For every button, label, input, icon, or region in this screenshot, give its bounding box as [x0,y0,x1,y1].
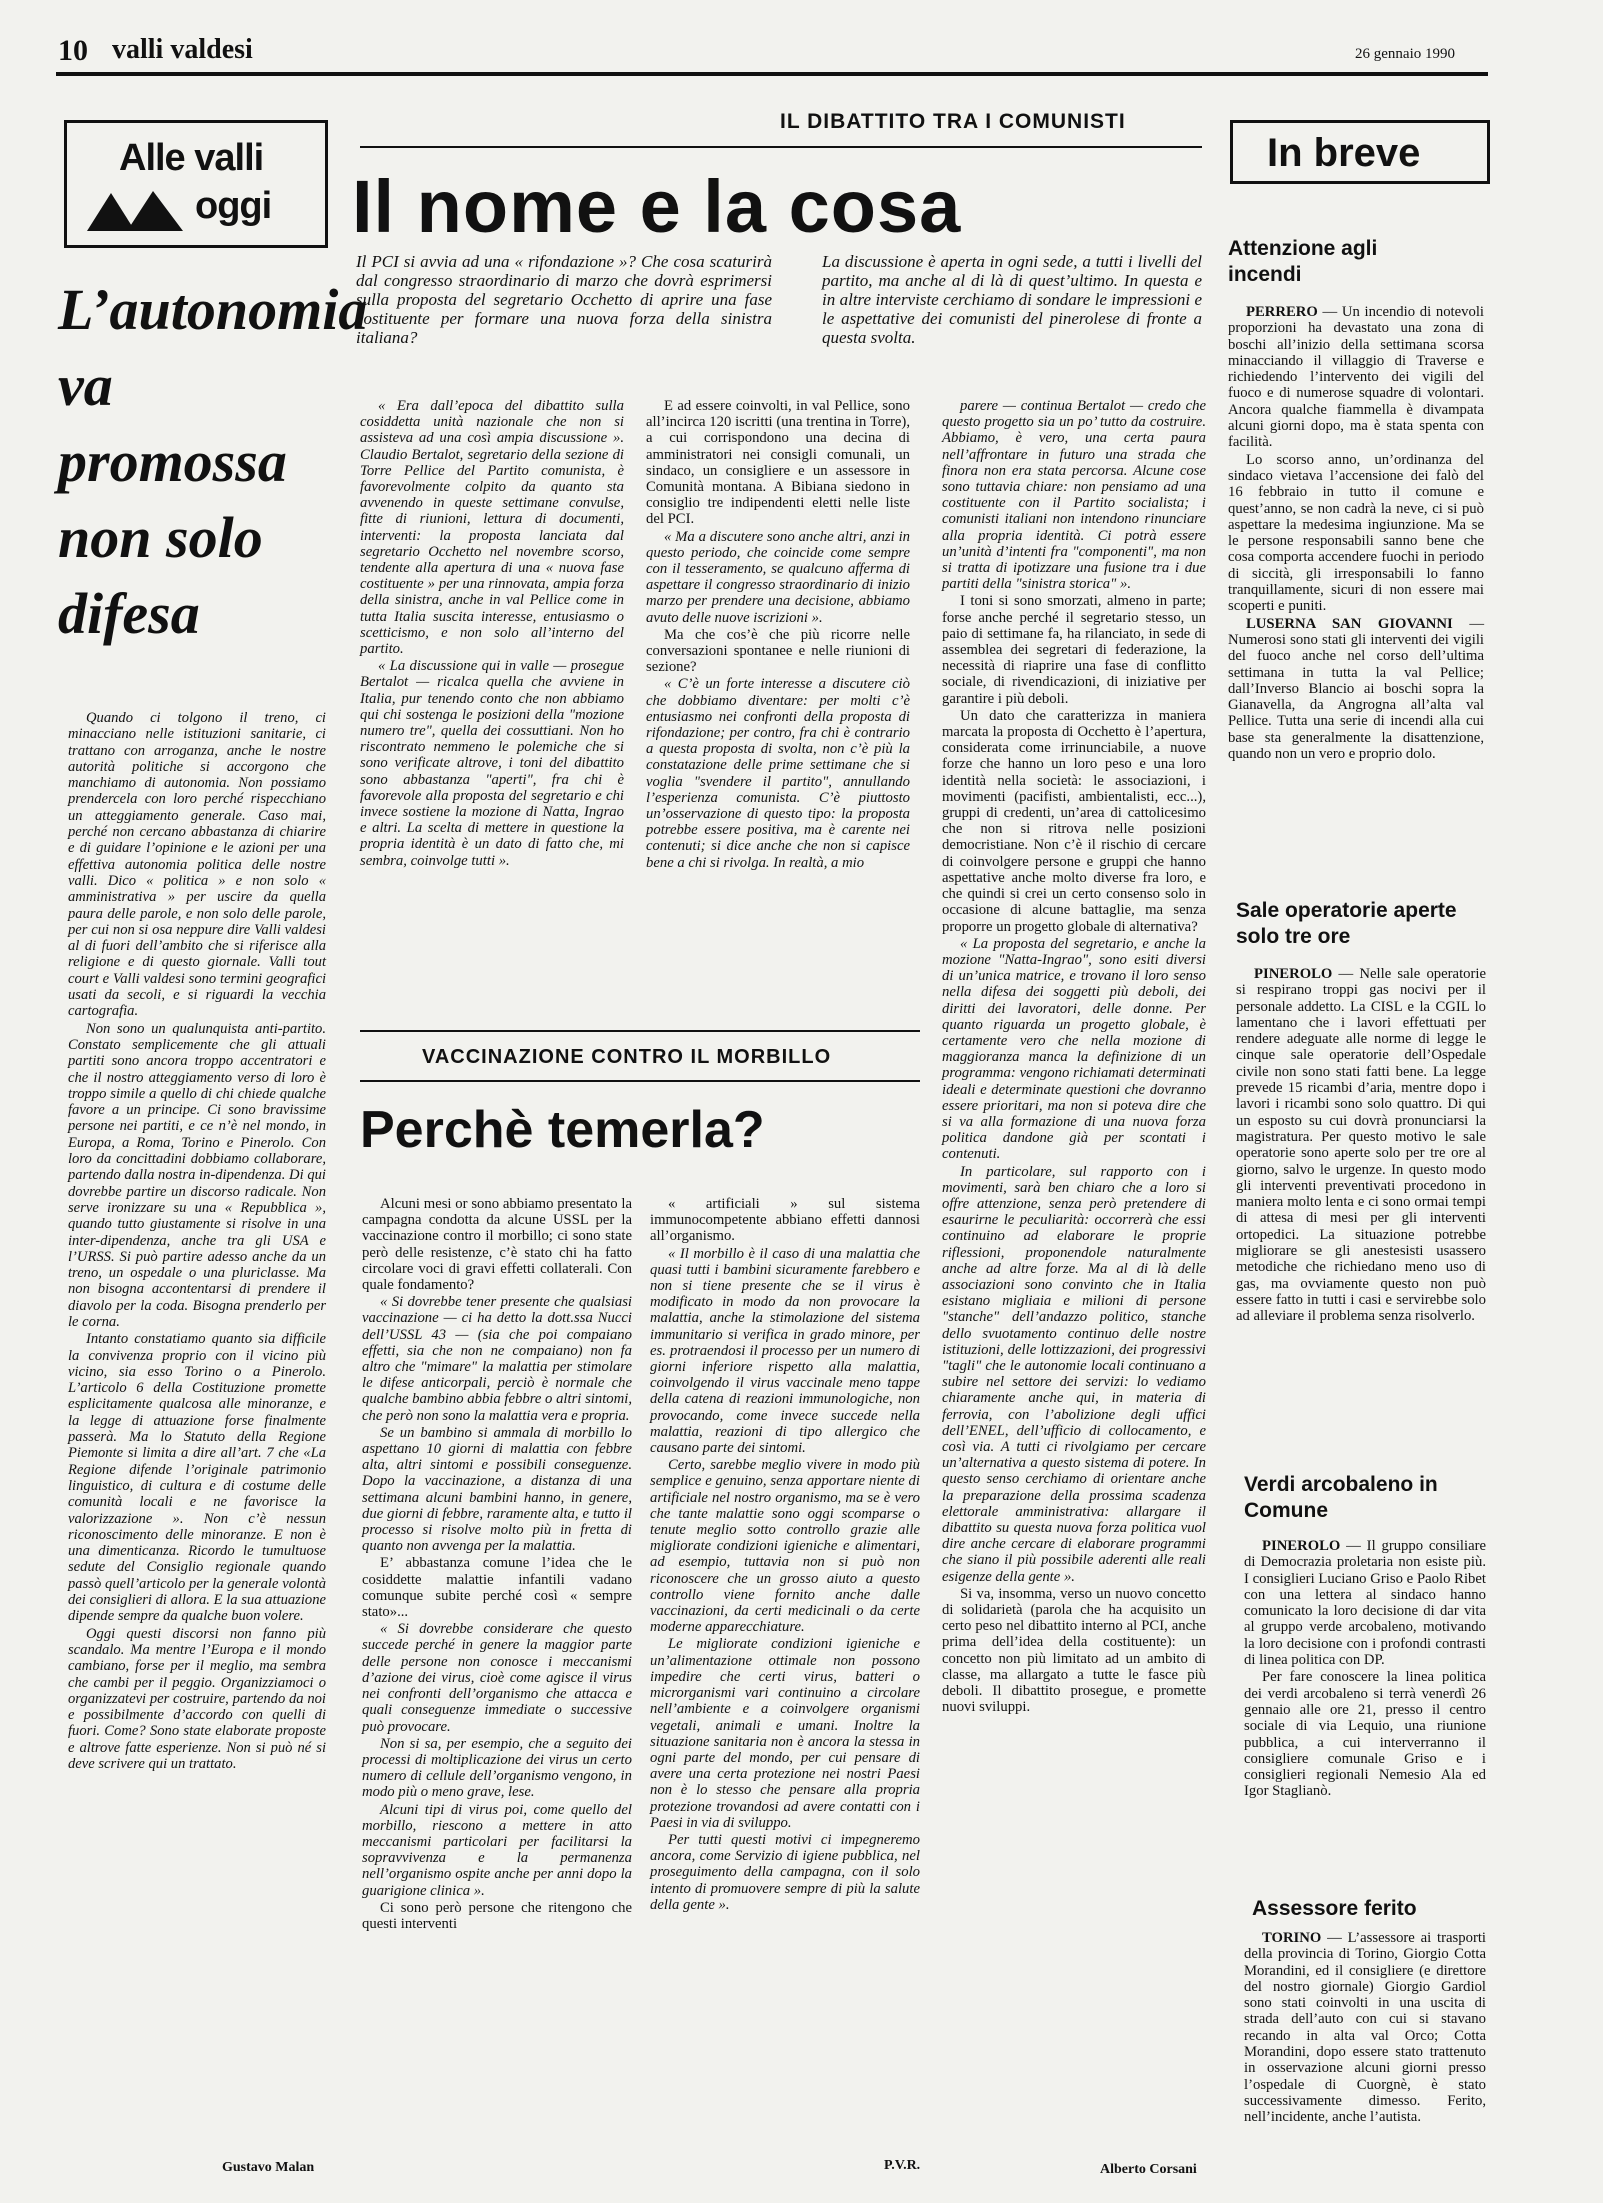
vacc-paragraph: « Il morbillo è il caso di una malattia che quasi tutti i bambini sicuramente farebbero e non si tiene presente che se il virus è modificato in modo da non provocare la malattia, anche la stimolazione del sistema immunitario si verifica in grado minore, per es. protraendosi il processo per un numero di giorni inferiore rispetto alla malattia, coinvolgendo il virus vaccinale meno tappe della catena di reazioni immunologiche, non provocando, come invece succede nella malattia, reazioni di tipo allergico che causano parte dei sintomi. [650,1245,920,1457]
main-paragraph: E ad essere coinvolti, in val Pellice, sono all’incirca 120 iscritti (una trentina in Torre), a cui corrispondono una decina di amministratori nei consigli comunali, un sindaco, un consigliere e un assessore in Comunità montana. A Bibiana siedono in consiglio tre indipendenti eletti nelle liste del PCI. [646,398,910,528]
breve-text: — Numerosi sono stati gli interventi dei vigili del fuoco anche nel corso dell’ultima settimana in tutta la val Pellice; dall’Inverso Blancio ai boschi sopra la Gianavella, da Angrogna all’alta val Pellice. Tutta una serie di incendi alla cui base sta generalmente la disattenzione, quando non un vero e proprio dolo. [1228,615,1484,763]
main-col1 [360,398,624,870]
vacc-signature: P.V.R. [884,2158,921,2173]
main-kicker: IL DIBATTITO TRA I COMUNISTI [780,110,1126,133]
breve-dateline: PINEROLO [1254,966,1333,982]
breve-text: — Nelle sale operatorie si respirano troppi gas nocivi per il personale addetto. La CISL e la CGIL lo lamentano che i lavori effettuati per rendere adeguate alle norme di legge le cinque sale operatorie dell’Ospedale civile non sono stati fatti bene. La legge prevede 15 ricambi d’aria, mentre dopo i lavori i ricambi sono solo quattro. Di qui un esposto su cui dovrà pronunciarsi la magistratura. Per questo motivo le sale operatorie sono aperte solo per tre ore al giorno, salvo le urgenze. In questo modo gli interventi preventivati procedono in maniera molto lenta e ci sono ormai tempi di attesa di mesi per gli interventi ortopedici. La situazione potrebbe migliorare se gli anestesisti usassero metodiche che richiedano meno uso di gas, ma ovviamente questo non può essere fatto in tutti i casi e servirebbe solo ad alleviare il problema senza risolverlo. [1236,966,1486,1325]
vacc-paragraph: Certo, sarebbe meglio vivere in modo più semplice e genuino, senza apportare niente di artificiale nel nostro organismo, ma se è vero che tante malattie sono oggi scomparse o tenute meglio sotto controllo grazie alle migliorate condizioni igieniche e alimentari, ad esempio, tuttavia non si può non riconoscere che un grosso aiuto a questo controllo viene fornito anche dalle vaccinazioni, da certi medicinali o da certe moderne apparecchiature. [650,1457,920,1636]
in-breve-title: In breve [1267,131,1421,175]
main-headline: Il nome e la cosa [352,165,962,248]
vacc-paragraph: « Si dovrebbe tener presente che qualsiasi vaccinazione — ci ha detto la dott.ssa Nucci dell’USSL 43 — (sia che poi compaiano effetti, sia che non ne compaiano) non fa altro che "mimare" la malattia per stimolare le difese anticorpali, perciò è normale che qualche bambino abbia febbre o altri sintomi, che però non sono la malattia vera e propria. [362,1294,632,1424]
box-title-line2: oggi [195,185,272,227]
paper-name: valli valdesi [112,34,253,65]
left-signature: Gustavo Malan [222,2160,315,2175]
main-paragraph: Ma che cos’è che più ricorre nelle conversazioni spontanee e nelle riunioni di sezione? [646,626,910,676]
in-breve-box [1230,120,1490,184]
vacc-col2 [650,1196,920,1914]
breve-dateline: TORINO [1262,1930,1322,1946]
vacc-paragraph: « artificiali » sul sistema immunocompetente abbiano effetti dannosi all’organismo. [650,1196,920,1245]
vacc-headline: Perchè temerla? [360,1101,765,1159]
breve-item-verdi [1244,1538,1486,1801]
left-paragraph: Non sono un qualunquista anti-partito. Constato semplicemente che gli attuali partiti sono ancora troppo accentratori e che il nostro atteggiamento verso di loro è troppo simile a quello di chi chiede qualche favore a un principe. Ci sono bravissime persone nei partiti, e ce n’è nel mondo, in Europa, a Roma, Torino e Pinerolo. Con loro da concittadini dobbiamo collaborare, partendo dalla nostra in-dipendenza. Di qui dovrebbe partire un discorso radicale. Non serve ironizzare su una « Repubblica », quando tutto giustamente si risolve in una inter-dipendenza, anche tra gli USA e l’URSS. Si può partire adesso anche da un treno, un ospedale o una pluriclasse. Ma non bisogna accontentarsi di prendere il diavolo per la coda. Bisogna prenderlo per le corna. [68,1020,326,1330]
breve-item-assessore [1244,1930,1486,2127]
main-paragraph: « Ma a discutere sono anche altri, anzi in questo periodo, che coincide come sempre con il tesseramento, se qualcuno afferma di aspettare il congresso straordinario di inizio marzo per prendere una decisione, abbiamo avuto delle nuove iscrizioni ». [646,528,910,626]
breve-title: Assessore ferito [1252,1897,1417,1920]
left-paragraph: Quando ci tolgono il treno, ci minacciano nelle istituzioni sanitarie, ci trattano con arroganza, anche le nostre autorità politiche si accorgono che manchiamo di autonomia. Non possiamo prendercela con loro perché rispecchiano un atteggiamento generale. Caso mai, perché non cercano abbastanza di chiarire e di guidare l’opinione e le azioni per una effettiva autonomia politica delle nostre valli. Dico « politica » e non solo « amministrativa » per uscire da quella paura delle parole, e non solo delle parole, per cui non si osa neppure dire Valli valdesi al di fuori dell’ambito che si riferisce alla religione e di questo giornale. Valli tout court e Valli valdesi sono termini geografici usati da secoli, e si riguardi la vecchia cartografia. [68,710,326,1020]
breve-text: — L’assessore ai trasporti della provincia di Torino, Giorgio Cotta Morandini, ed il consigliere (e direttore del nostro giornale) Giorgio Gardiol sono stati coinvolti in una uscita di strada dell’auto con cui si stavano recando in alta val Orco; Cotta Morandini, dopo essere stato trattenuto in osservazione alcuni giorni presso l’ospedale di Cuorgnè, è stato successivamente dimesso. Ferito, nell’incidente, anche l’autista. [1244,1930,1487,2126]
breve-text: — Un incendio di notevoli proporzioni ha devastato una zona di boschi all’inizio della settimana scorsa minacciando il villaggio di Traverse e richiedendo l’intervento dei vigili del fuoco e di numerose squadre di volontari. Ancora qualche fiammella è divampata alcuni giorni dopo, ma è stata spenta con facilità. [1228,304,1484,451]
breve-title: Sale operatorie aperte solo tre ore [1236,899,1457,948]
breve-text: Per fare conoscere la linea politica dei verdi arcobaleno si terrà venerdì 26 gennaio alle ore 21, presso il centro sociale di via Lequio, una riunione pubblica, a cui interverranno il consigliere comunale Griso e i consiglieri regionali Nemesio Ala ed Igor Staglianò. [1244,1669,1486,1800]
breve-title: Attenzione agli incendi [1228,237,1378,286]
vacc-paragraph: Non si sa, per esempio, che a seguito dei processi di moltiplicazione dei virus un certo numero di cellule dell’organismo vengono, in modo più o meno grave, lese. [362,1735,632,1801]
vacc-top-rule [360,1030,920,1032]
vacc-kicker: VACCINAZIONE CONTRO IL MORBILLO [422,1046,832,1068]
breve-item-incendi [1228,304,1484,763]
main-paragraph: parere — continua Bertalot — credo che questo progetto sia un po’ tutto da costruire. Abbiamo, è vero, una certa paura nell’affrontare in futuro una strada che finora non era stata percorsa. Alcune cose sono tuttavia chiare: non pensiamo ad una costituente con il Partito socialista; i comunisti italiani non intendono rinunciare alla propria identità. Ci potrà essere un’unità d’intenti fra "componenti", ma non si tratta di ipotizzare una fusione tra i due partiti della "sinistra storica" ». [942,398,1206,593]
breve-dateline: LUSERNA SAN GIOVANNI [1246,615,1453,632]
main-paragraph: I toni si sono smorzati, almeno in parte; forse anche perché il segretario stesso, un paio di settimane fa, ha rilanciato, in sede di assemblea dei segretari di federazione, la necessità di riaprire una fase di conflitto sociale, di rivendicazioni, di iniziative per garantire i più deboli. [942,593,1206,707]
main-paragraph: « La proposta del segretario, e anche la mozione "Natta-Ingrao", sono esiti diversi di un’unica matrice, e trovano il loro senso nella difesa dei soggetti più deboli, dei diritti dei lavoratori, delle donne. Per quanto riguarda un progetto globale, è certamente vero che nella mozione di maggioranza manca la definizione di un programma: vengono richiamati determinati ideali e determinate questioni che dovranno essere prioritari, ma non si poteva dire che si va alla formazione di una nuova forza politica dandone già per scontati i contenuti. [942,935,1206,1163]
vacc-paragraph: Alcuni mesi or sono abbiamo presentato la campagna condotta da alcune USSL per la vaccinazione contro il morbillo; ci sono state però delle resistenze, c’è stato chi ha fatto circolare voci di gravi effetti collaterali. Con quale fondamento? [362,1196,632,1294]
main-col2 [646,398,910,872]
breve-title: Verdi arcobaleno in Comune [1244,1473,1438,1522]
page-number: 10 [58,34,88,67]
main-paragraph: Si va, insomma, verso un nuovo concetto di solidarietà (parola che ha acquisito un certo peso nel dibattito interno al PCI, anche prima dell’idea della costituente): un concetto non più limitato ad un ambito di classe, ma allargato a tutte le fasce più deboli. Il dibattito prosegue, e promette nuovi sviluppi. [942,1585,1206,1716]
vacc-paragraph: Alcuni tipi di virus poi, come quello del morbillo, riescono a mettere in atto meccanismi particolari per facilitarsi la sopravvivenza e la permanenza nell’organismo ospite anche per anni dopo la guarigione clinica ». [362,1801,632,1899]
main-col3 [942,398,1206,1716]
mountains-icon [87,187,183,231]
vacc-paragraph: Ci sono però persone che ritengono che questi interventi [362,1899,632,1932]
breve-dateline: PINEROLO [1262,1538,1341,1554]
vacc-mid-rule [360,1080,920,1082]
breve-text: Lo scorso anno, un’ordinanza del sindaco vietava l’accensione dei falò del 16 febbraio in tutto il comune e quest’anno, se non cadrà la neve, ci si può aspettare la medesima ingiunzione. Ma se le persone responsabili sanno bene che cosa comporta accendere fuochi in periodo di siccità, gli irresponsabili lo fanno tranquillamente, sicuri di non essere mai scoperti e puniti. [1228,451,1484,615]
left-headline: L’autonomia va promossa non solo difesa [58,277,368,646]
main-paragraph: In particolare, sul rapporto con i movimenti, sarà ben chiaro che a loro si offre attenzione, senza però pretendere di esaurirne le peculiarità: occorrerà che essi continuino ad elaborare le proprie riflessioni, proponendole naturalmente anche ad altre forze. Ma al di là delle associazioni sono convinto che in Italia esistano migliaia e milioni di persone "stanche" dell’andazzo politico, stanche dello svuotamento continuo delle nostre istituzioni, delle lottizzazioni, dei progressivi "tagli" che le autonomie locali continuano a subire nel settore dei servizi: lo vediamo chiaramente anche qui, in materia di ferrovia, con l’abolizione degli uffici dell’ENEL, dell’ufficio di collocamento, e così via. A tutti ci rivolgiamo per cercare un’alternativa a questo sistema di potere. In questo senso cerchiamo di orientare anche la preparazione della prossima scadenza elettorale amministrativa: allargare il dibattito su questa nuova forza politica vuol dire anche cercare di elaborare programmi che siano il più possibile aderenti alle reali esigenze della gente ». [942,1163,1206,1585]
main-paragraph: « C’è un forte interesse a discutere ciò che dobbiamo diventare: per molti c’è entusiasmo nei confronti della proposta di rifondazione; per contro, fra chi è contrario a questa proposta di svolta, non c’è più la constatazione delle prime settimane che si voglia "svendere il partito", annullando l’esperienza comunista. C’è piuttosto un’osservazione di questo tipo: la proposta potrebbe essere positiva, ma è carente nei contenuti; si dice anche che non si capisce bene a chi si rivolga. In realtà, a mio [646,676,910,871]
intro-left: Il PCI si avvia ad una « rifondazione »? Che cosa scaturirà dal congresso straordinario di marzo che dovrà esprimersi sulla proposta del segretario Occhetto di aprire una fase costituente per formare una nuova forza della sinistra italiana? [356,252,772,347]
vacc-col1 [362,1196,632,1933]
main-paragraph: « La discussione qui in valle — prosegue Bertalot — ricalca quella che avviene in Italia, pur tenendo conto che non abbiamo qui chi sostenga le posizioni della "mozione numero tre", quella dei cossuttiani. Non ho riscontrato nemmeno le polemiche che si sono verificate altrove, i toni del dibattito sono abbastanza "aperti", fra chi è favorevole alla proposta del segretario e chi invece sostiene la mozione di Natta, Ingrao e altri. La scelta di mettere in questione la propria identità è un dato di fatto che, mi sembra, coinvolge tutti ». [360,658,624,869]
main-paragraph: « Era dall’epoca del dibattito sulla cosiddetta unità nazionale che non si assisteva ad una così ampia discussione ». Claudio Bertalot, segretario della sezione di Torre Pellice del Partito comunista, è favorevolmente colpito da quanto sta avvenendo in queste settimane convulse, fitte di riunioni, lettura di documenti, interventi: la proposta lanciata dal segretario Occhetto nel novembre scorso, tendente alla apertura di una « nuova fase costituente » per una rinnovata, ampia forza della sinistra, anche in val Pellice come in tutta Italia suscita interesse, entusiasmo o scetticismo, e non solo all’interno del partito. [360,398,624,658]
kicker-rule [360,146,1202,148]
left-article-body [68,710,326,1773]
vacc-paragraph: Per tutti questi motivi ci impegneremo ancora, come Servizio di igiene pubblica, nel proseguimento della campagna, con il solo intento di promuovere sempre di più la salute della gente ». [650,1831,920,1913]
box-title-line1: Alle valli [119,137,264,179]
breve-dateline: PERRERO [1246,304,1318,320]
left-paragraph: Oggi questi discorsi non fanno più scandalo. Ma mentre l’Europa e il mondo cambiano, forse per il meglio, ma sembra che cambi per il peggio. Organizziamoci o organizzatevi per costruire, partendo da noi e possibilmente d’accordo con quelli di fuori. Come? Sono state elaborate proposte e altrove fatte esperienze. Non si può né si deve scrivere qui un trattato. [68,1625,326,1772]
breve-item-sale [1236,966,1486,1326]
vacc-paragraph: Se un bambino si ammala di morbillo lo aspettano 10 giorni di malattia con febbre alta, altri sintomi e possibili conseguenze. Dopo la vaccinazione, a distanza di una settimana alcuni bambini hanno, in genere, due giorni di febbre, raramente alta, e tutto il processo si risolve molto più in fretta di quanto non avvenga per la malattia. [362,1424,632,1555]
intro-right: La discussione è aperta in ogni sede, a tutti i livelli del partito, ma anche al di là di quest’ultimo. In questa e in altre interviste cerchiamo di sondare le impressioni e le aspettative dei comunisti del pinerolese di fronte a questa svolta. [822,252,1202,347]
main-signature: Alberto Corsani [1100,2162,1197,2177]
vacc-paragraph: « Si dovrebbe considerare che questo succede perché in genere la maggior parte delle persone non conosce i meccanismi d’azione dei virus, cioè come agisce il virus nei confronti dell’organismo che attacca e quali conseguenze immediate o successive può provocare. [362,1621,632,1735]
issue-date: 26 gennaio 1990 [1355,46,1455,62]
vacc-paragraph: E’ abbastanza comune l’idea che le cosiddette malattie infantili vadano comunque subite perché così « sempre stato»... [362,1555,632,1621]
main-paragraph: Un dato che caratterizza in maniera marcata la proposta di Occhetto è l’apertura, considerata come irrinunciabile, a nuove forze che hanno un loro peso e una loro identità nella società: le associazioni, i movimenti (pacifisti, ambientalisti, ecc...), gruppi di credenti, un’area di cattolicesimo che non si ritrova nelle posizioni democristiane. Non c’è il rischio di cercare di coinvolgere persone e gruppi che hanno aspettative anche molto diverse fra loro, e che quindi si crei un certo consenso solo in occasione di alcune battaglie, ma senza proporre un progetto globale di alternativa? [942,707,1206,935]
breve-text: — Il gruppo consiliare di Democrazia proletaria non esiste più. I consiglieri Luciano Griso e Paolo Ribet con una lettera al sindaco hanno comunicato la loro decisione di dar vita al gruppo verde arcobaleno, motivando la loro decisione con i profondi contrasti di linea politica con DP. [1244,1538,1486,1669]
vacc-paragraph: Le migliorate condizioni igieniche e un’alimentazione ottimale non possono impedire che certi virus, batteri o microrganismi vari continuino a circolare nell’ambiente e a coinvolgere organismi vegetali, animali e umani. Inoltre la situazione sanitaria non è ancora la stessa in ogni parte del mondo, per cui pensare di avere una certa protezione nei nostri Paesi non è lo stesso che pensare alla propria protezione trovandosi ad avere contatti con i Paesi in via di sviluppo. [650,1636,920,1831]
header-rule [56,72,1488,76]
left-paragraph: Intanto constatiamo quanto sia difficile la convivenza proprio con il vicino più vicino, sia esso Torino o a Pinerolo. L’articolo 6 della Costituzione promette esplicitamente qualcosa alle minoranze, e la legge di attuazione forse finalmente passerà. Ma lo Statuto della Regione Piemonte si limita a dire all’art. 7 che «La Regione difende l’originale patrimonio linguistico, di cultura e di costume delle comunità locali e ne favorisce la valorizzazione ». Non c’è nessun riconoscimento delle minoranze. E non è una dimenticanza. Ricordo le tumultuose sedute del Consiglio regionale quando passò quell’articolo per la generale volontà dei consiglieri di allora. E la sua attuazione dipende sempre da qualche buon volere. [68,1331,326,1625]
alle-valli-oggi-box [64,120,328,248]
